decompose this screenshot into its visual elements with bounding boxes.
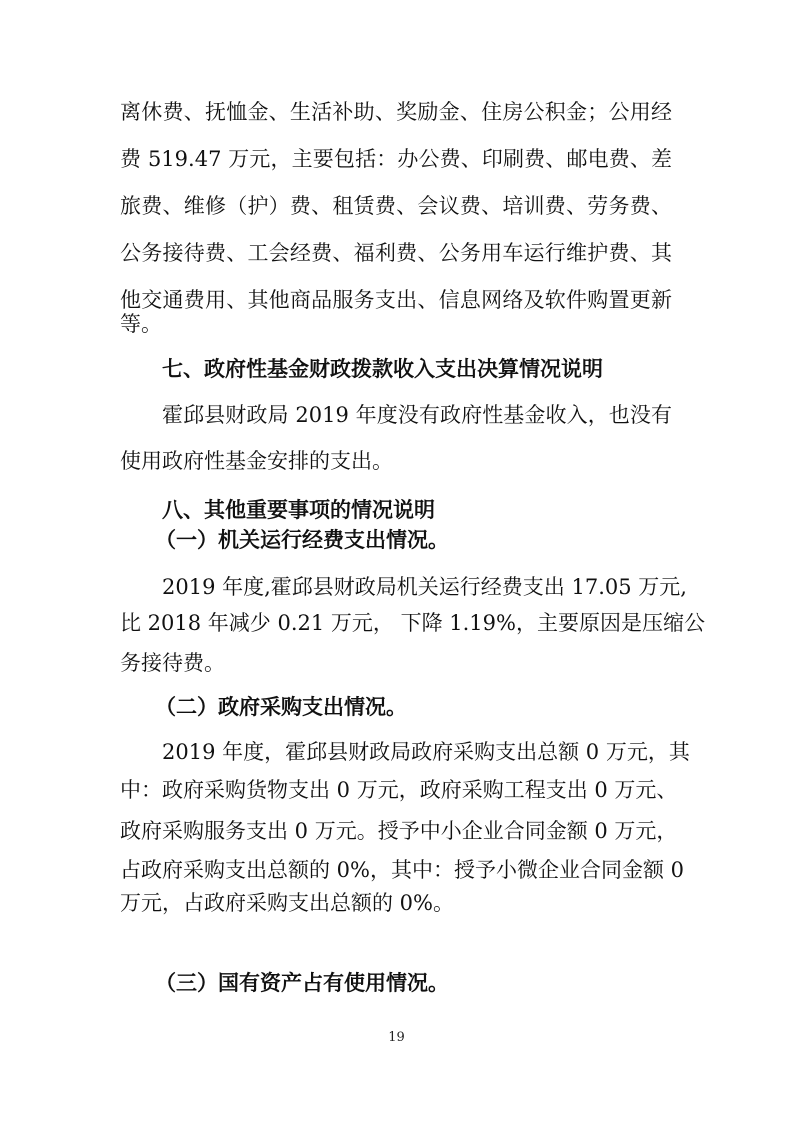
text-line: 公务接待费、工会经费、福利费、公务用车运行维护费、其 xyxy=(120,241,672,265)
text-line: 比 2018 年减少 0.21 万元， 下降 1.19%，主要原因是压缩公 xyxy=(120,611,705,635)
text-line-last: 使用政府性基金安排的支出。 xyxy=(120,449,393,473)
text-line: 旅费、维修（护）费、租赁费、会议费、培训费、劳务费、 xyxy=(120,194,672,218)
subsection-heading-2: （二）政府采购支出情况。 xyxy=(155,694,407,719)
text-line: 政府采购服务支出 0 万元。授予中小企业合同金额 0 万元， xyxy=(120,819,678,843)
text-line: 占政府采购支出总额的 0%，其中：授予小微企业合同金额 0 xyxy=(120,858,685,882)
text-line-last: 万元，占政府采购支出总额的 0%。 xyxy=(120,891,454,915)
text-line: 2019 年度,霍邱县财政局机关运行经费支出 17.05 万元, xyxy=(162,575,687,599)
text-line-last: 等。 xyxy=(120,312,162,336)
text-line: 费 519.47 万元，主要包括：办公费、印刷费、邮电费、差 xyxy=(120,147,672,171)
text-line: 霍邱县财政局 2019 年度没有政府性基金收入，也没有 xyxy=(162,403,672,427)
text-line: 中：政府采购货物支出 0 万元，政府采购工程支出 0 万元、 xyxy=(120,778,678,802)
section-heading-7: 七、政府性基金财政拨款收入支出决算情况说明 xyxy=(162,356,603,381)
section-heading-8: 八、其他重要事项的情况说明 xyxy=(162,497,435,522)
text-line: 2019 年度，霍邱县财政局政府采购支出总额 0 万元，其 xyxy=(162,740,690,764)
page-number: 19 xyxy=(388,1030,405,1045)
text-line-last: 务接待费。 xyxy=(120,651,225,675)
text-line: 他交通费用、其他商品服务支出、信息网络及软件购置更新 xyxy=(120,288,672,312)
subsection-heading-3: （三）国有资产占有使用情况。 xyxy=(155,970,449,995)
text-line: 离休费、抚恤金、生活补助、奖励金、住房公积金；公用经 xyxy=(120,100,672,124)
subsection-heading-1: （一）机关运行经费支出情况。 xyxy=(155,527,449,552)
